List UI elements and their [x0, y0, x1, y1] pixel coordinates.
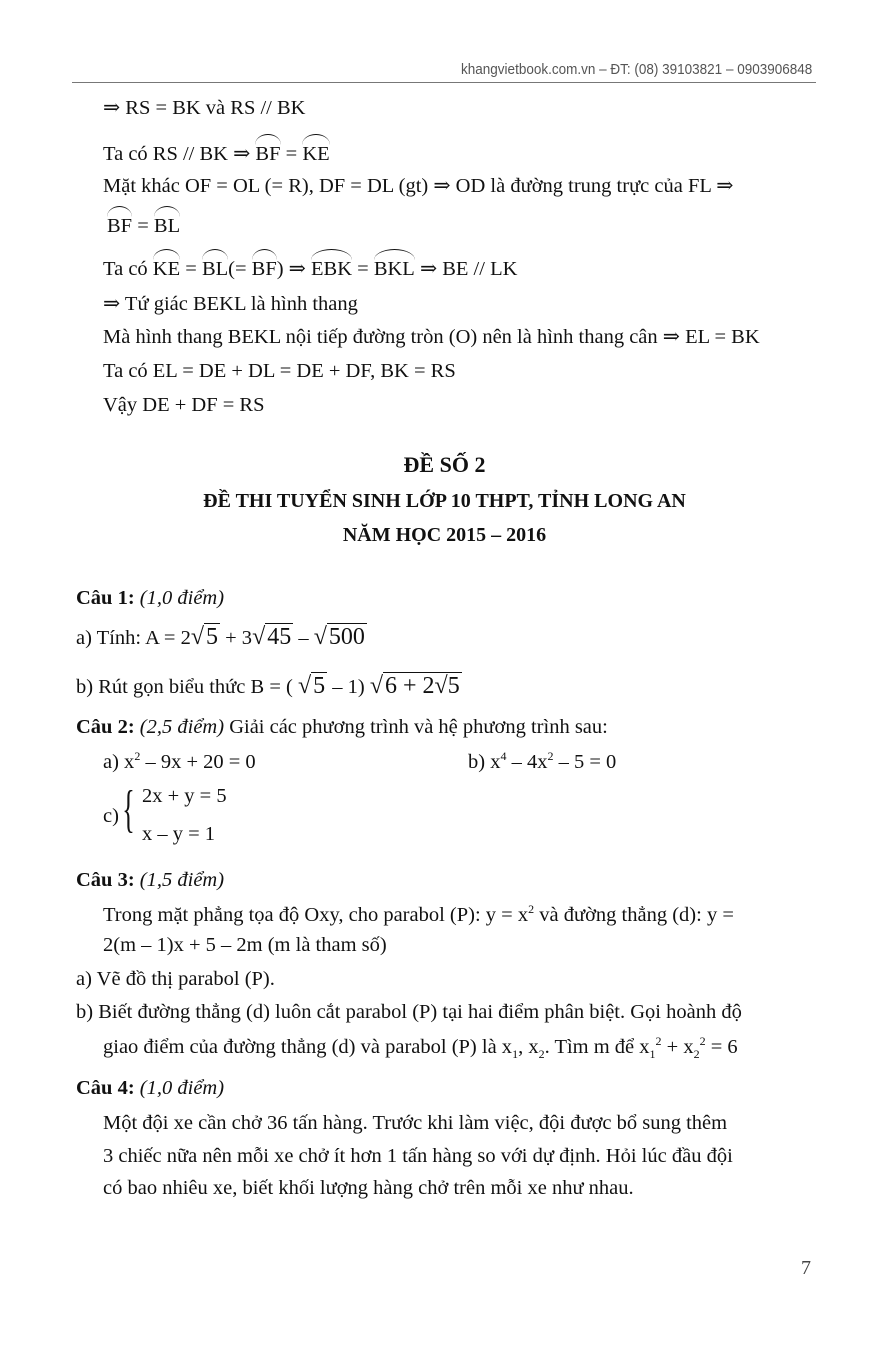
square-root: √5 [297, 673, 326, 699]
text-line [103, 327, 760, 348]
text-line [103, 1035, 738, 1060]
arc-notation: BKL [374, 255, 415, 280]
text-run: Ta có RS // BK ⇒ [103, 143, 256, 165]
text-line [142, 824, 215, 845]
text-line [103, 176, 733, 197]
text-run: = [180, 258, 202, 280]
text-line [103, 750, 256, 772]
text-line [103, 1146, 733, 1167]
text-run: – 4x [506, 750, 548, 773]
text-run: Trong mặt phẳng tọa độ Oxy, cho parabol (P): y = x [103, 903, 529, 926]
text-line [103, 903, 734, 925]
text-run: b) Rút gọn biểu thức B = ( [76, 676, 298, 698]
page-number: 7 [801, 1257, 811, 1279]
text-run: a) Tính: A = 2 [76, 627, 191, 649]
text-run: ⇒ Tứ giác BEKL là hình thang [103, 293, 358, 315]
arc-notation: BF [107, 212, 132, 237]
text-run: ⇒ RS = BK và RS // BK [103, 97, 306, 119]
text-run: Ta có EL = DE + DL = DE + DF, BK = RS [103, 360, 456, 382]
text-run: = [280, 143, 303, 165]
section-title: ĐỀ THI TUYỂN SINH LỚP 10 THPT, TỈNH LONG AN [203, 490, 686, 512]
text-line [103, 1113, 727, 1134]
radicand: 6 + 2√5 [385, 673, 460, 699]
math-script: 1 [512, 1046, 519, 1061]
text-run: = [352, 258, 374, 280]
arc-notation: KE [153, 255, 180, 280]
arc-notation: BF [255, 140, 280, 165]
text-line [76, 1002, 742, 1023]
math-script: 2 [538, 1046, 545, 1061]
question-label: Câu 4: [76, 1077, 135, 1099]
text-run: = [132, 215, 154, 237]
text-run: Ta có [103, 258, 153, 280]
text-run: ) ⇒ [276, 258, 311, 280]
text-line [76, 969, 275, 990]
text-run: + x [661, 1035, 694, 1058]
text-run: và đường thẳng (d): y = [534, 903, 734, 926]
text-run: giao điểm của đường thẳng (d) và parabol (P) là x [103, 1035, 513, 1058]
text-line [468, 750, 616, 772]
text-run: c) [103, 805, 119, 827]
text-run: + 3 [220, 627, 253, 649]
arc-notation: BF [252, 255, 277, 280]
text-line [76, 625, 367, 649]
text-line [103, 140, 330, 165]
text-run: Một đội xe cần chở 36 tấn hàng. Trước khi làm việc, đội được bổ sung thêm [103, 1112, 728, 1134]
text-line [103, 294, 358, 315]
square-root: √500 [313, 624, 365, 650]
question-label: Câu 1: [76, 587, 135, 609]
text-run: 2(m – 1)x + 5 – 2m (m là tham số) [103, 934, 387, 956]
text-run: Giải các phương trình và hệ phương trình sau: [224, 716, 608, 738]
text-line [76, 717, 608, 738]
text-run: ⇒ BE // LK [414, 258, 518, 280]
square-root: √6 + 2√5 [369, 673, 460, 699]
math-script: 2 [693, 1046, 700, 1061]
math-script: 2 [528, 902, 535, 916]
arc-notation: KE [302, 140, 329, 165]
math-script: 1 [649, 1046, 656, 1061]
text-run: (1,0 điểm) [134, 1077, 225, 1099]
text-line [103, 1178, 634, 1199]
text-line [76, 588, 224, 609]
text-run: – 1) [327, 676, 370, 698]
text-run: – 9x + 20 = 0 [140, 750, 256, 773]
text-run: (2,5 điểm) [134, 716, 225, 738]
text-line [76, 1078, 224, 1099]
section-title: NĂM HỌC 2015 – 2016 [342, 524, 547, 546]
math-script: 2 [134, 749, 141, 763]
question-label: Câu 3: [76, 869, 135, 891]
text-run: x – y = 1 [142, 823, 216, 845]
text-line [142, 786, 227, 807]
running-header: khangvietbook.com.vn – ĐT: (08) 39103821 – 0903906848 [460, 61, 812, 78]
arc-notation: BL [202, 255, 228, 280]
math-script: 2 [547, 749, 554, 763]
radicand: 500 [328, 624, 365, 650]
question-label: Câu 2: [76, 716, 135, 738]
text-run: – 5 = 0 [553, 750, 617, 773]
text-line [107, 212, 180, 237]
header-rule [72, 82, 816, 83]
text-run: – [293, 627, 314, 649]
square-root: √5 [190, 624, 218, 650]
text-run: Mà hình thang BEKL nội tiếp đường tròn (O) nên là hình thang cân ⇒ EL = BK [103, 326, 760, 348]
text-run: 3 chiếc nữa nên mỗi xe chở ít hơn 1 tấn hàng so với dự định. Hỏi lúc đầu đội [103, 1145, 733, 1167]
text-line [103, 361, 456, 382]
radicand: 5 [206, 624, 218, 650]
text-run: b) x [468, 750, 501, 773]
text-line [76, 870, 224, 891]
radicand: 45 [267, 624, 292, 650]
text-run: 2x + y = 5 [142, 785, 227, 807]
section-title: ĐỀ SỐ 2 [403, 452, 486, 477]
text-line [103, 98, 305, 119]
system-brace: { [122, 781, 135, 838]
text-run: Mặt khác OF = OL (= R), DF = DL (gt) ⇒ OD là đường trung trực của FL ⇒ [103, 175, 734, 197]
text-run: (= [228, 258, 252, 280]
text-run: a) Vẽ đồ thị parabol (P). [76, 968, 275, 990]
math-script: 4 [500, 749, 507, 763]
math-script: 2 [699, 1034, 706, 1048]
math-script: 2 [655, 1034, 662, 1048]
text-line [76, 674, 462, 698]
text-run: . Tìm m để x [544, 1035, 650, 1058]
text-run: a) x [103, 750, 135, 773]
text-line [103, 255, 517, 280]
text-run: , x [518, 1035, 539, 1058]
square-root: √45 [252, 624, 292, 650]
text-run: b) Biết đường thẳng (d) luôn cắt parabol (P) tại hai điểm phân biệt. Gọi hoành độ [76, 1001, 742, 1023]
text-line [103, 395, 265, 416]
text-run: = 6 [705, 1035, 738, 1058]
text-line [103, 935, 387, 956]
arc-notation: EBK [311, 255, 352, 280]
arc-notation: BL [154, 212, 180, 237]
text-line [103, 806, 119, 827]
text-run: có bao nhiêu xe, biết khối lượng hàng chở trên mỗi xe như nhau. [103, 1177, 634, 1199]
text-run: Vậy DE + DF = RS [103, 394, 265, 416]
text-run: (1,5 điểm) [134, 869, 225, 891]
text-run: (1,0 điểm) [134, 587, 225, 609]
radicand: 5 [313, 673, 326, 699]
